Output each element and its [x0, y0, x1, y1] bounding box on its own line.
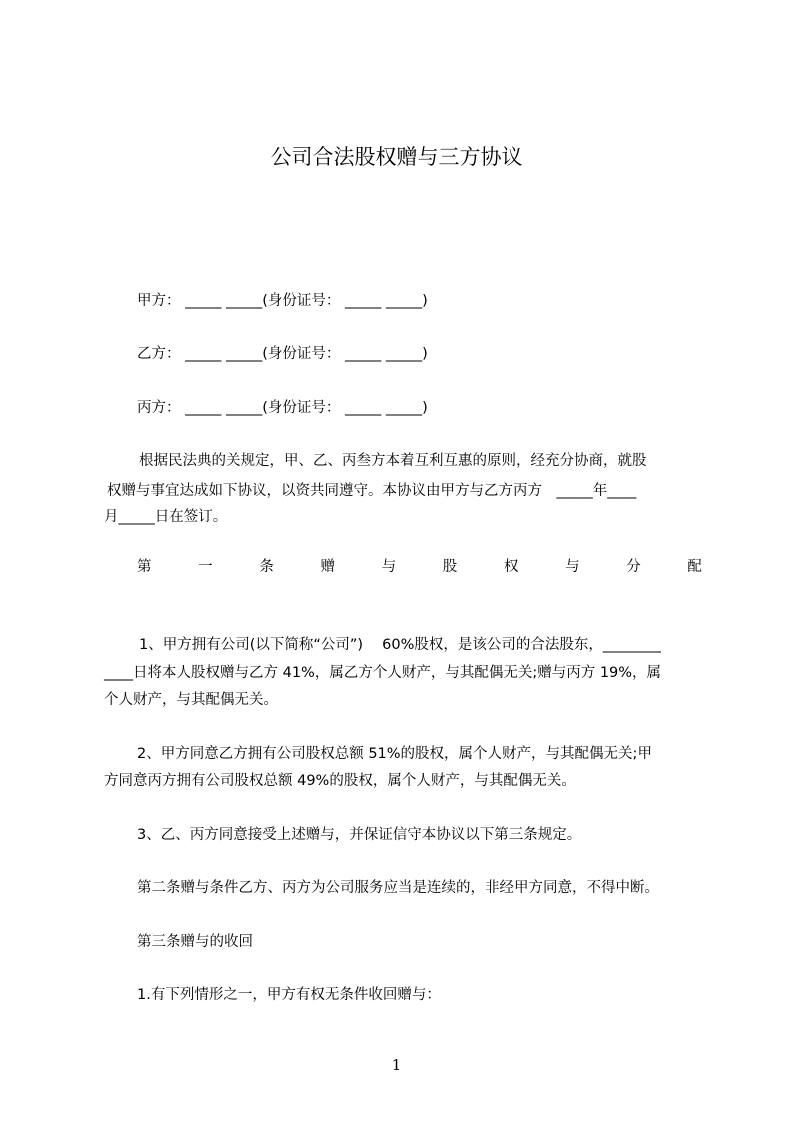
heading-char: 股	[442, 559, 458, 575]
clause-2-line-2: 方同意丙方拥有公司股权总额 49%的股权，属个人财产，与其配偶无关。	[104, 773, 576, 789]
party-c-line: 丙方： _____ _____(身份证号： _____ _____)	[137, 400, 428, 416]
page-number: 1	[391, 1056, 402, 1074]
heading-char: 与	[381, 559, 397, 575]
clause-1-line-3: 个人财产，与其配偶无关。	[104, 692, 278, 708]
intro-line-3: 月_____日在签订。	[104, 509, 228, 525]
heading-char: 第	[137, 559, 152, 575]
heading-char: 分	[626, 559, 641, 575]
clause-2-line-1: 2、甲方同意乙方拥有公司股权总额 51%的股权，属个人财产，与其配偶无关;甲	[137, 746, 652, 762]
article-3-heading: 第三条赠与的收回	[137, 934, 253, 950]
intro-line-1: 根据民法典的关规定，甲、乙、丙叁方本着互利互惠的原则，经充分协商，就股	[139, 453, 647, 469]
intro-line-2: 权赠与事宜达成如下协议，以资共同遵守。本协议由甲方与乙方丙方 _____年____	[107, 483, 637, 499]
article-1-heading	[137, 557, 702, 577]
heading-char: 配	[687, 559, 702, 575]
article-3-item-1: 1.有下列情形之一，甲方有权无条件收回赠与：	[137, 987, 441, 1003]
party-a-line: 甲方： _____ _____(身份证号： _____ _____)	[137, 293, 428, 309]
heading-char: 条	[259, 559, 274, 575]
document-title: 公司合法股权赠与三方协议	[270, 145, 523, 169]
clause-1-line-1: 1、甲方拥有公司(以下简称“公司”) 60%股权，是该公司的合法股东，________	[139, 637, 661, 653]
heading-char: 权	[503, 559, 519, 575]
clause-3: 3、乙、丙方同意接受上述赠与，并保证信守本协议以下第三条规定。	[137, 827, 582, 843]
heading-char: 赠	[320, 559, 335, 575]
party-b-line: 乙方： _____ _____(身份证号： _____ _____)	[137, 346, 428, 362]
heading-char: 与	[565, 559, 580, 575]
article-2: 第二条赠与条件乙方、丙方为公司服务应当是连续的，非经甲方同意，不得中断。	[137, 880, 659, 896]
clause-1-line-2: ____日将本人股权赠与乙方 41%，属乙方个人财产，与其配偶无关;赠与丙方 19%，属	[104, 665, 662, 681]
heading-char: 一	[198, 559, 213, 575]
